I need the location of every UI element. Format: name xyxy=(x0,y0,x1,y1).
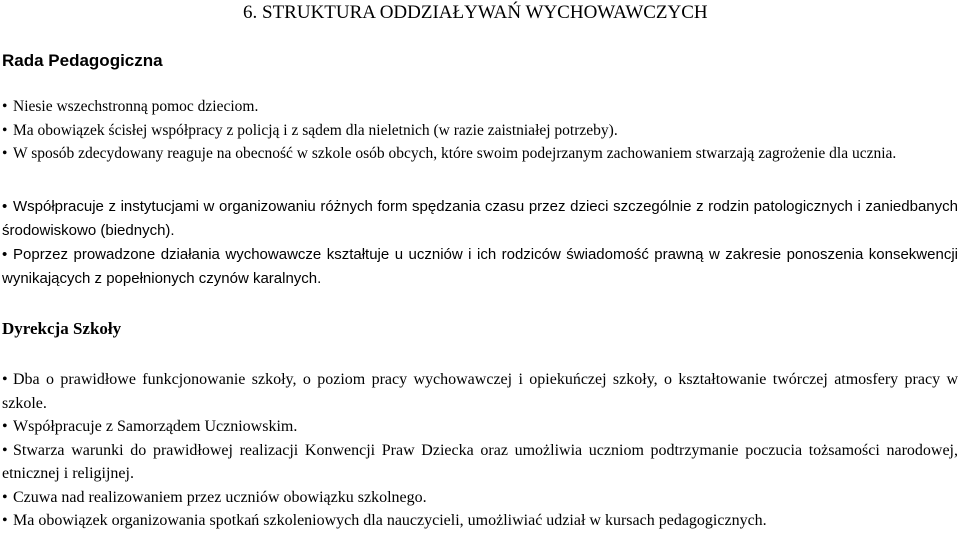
list-item-text: Współpracuje z instytucjami w organizowaniu różnych form spędzania czasu przez dzieci szczególnie z rodzin patologicznych i zaniedbanych środowiskowo (biednych). xyxy=(2,198,958,239)
bullet-icon: • xyxy=(2,418,8,435)
bullet-icon: • xyxy=(2,488,8,506)
page-title: 6. STRUKTURA ODDZIAŁYWAŃ WYCHOWAWCZYCH xyxy=(243,2,708,23)
rada-pedagogiczna-list-continued xyxy=(2,195,958,290)
section-heading-rada-pedagogiczna: Rada Pedagogiczna xyxy=(2,51,163,70)
list-item-text: W sposób zdecydowany reaguje na obecność w szkole osób obcych, które swoim podejrzanym zachowaniem stwarzają zagrożenie dla ucznia. xyxy=(13,145,897,162)
bullet-icon: • xyxy=(2,145,8,162)
bullet-icon: • xyxy=(2,98,8,115)
list-item xyxy=(2,142,958,166)
list-item xyxy=(2,243,958,290)
bullet-icon: • xyxy=(2,121,8,139)
dyrekcja-szkoly-list xyxy=(2,368,958,533)
list-item xyxy=(2,119,958,143)
bullet-icon: • xyxy=(2,512,8,529)
list-item xyxy=(2,368,958,415)
list-item xyxy=(2,486,958,510)
list-item-text: Współpracuje z Samorządem Uczniowskim. xyxy=(13,418,298,435)
bullet-icon: • xyxy=(2,441,8,459)
list-item xyxy=(2,95,958,119)
list-item-text: Czuwa nad realizowaniem przez uczniów obowiązku szkolnego. xyxy=(13,488,427,506)
list-item-text: Stwarza warunki do prawidłowej realizacji Konwencji Praw Dziecka oraz umożliwia uczniom podtrzymanie poczucia tożsamości narodowej, etnicznej i religijnej. xyxy=(2,441,958,482)
list-item-text: Poprzez prowadzone działania wychowawcze kształtuje u uczniów i ich rodziców świadomość prawną w zakresie ponoszenia konsekwencji wynikających z popełnionych czynów karalnych. xyxy=(2,246,958,287)
list-item-text: Niesie wszechstronną pomoc dzieciom. xyxy=(13,98,259,115)
bullet-icon: • xyxy=(2,198,8,215)
bullet-icon: • xyxy=(2,246,8,263)
list-item xyxy=(2,195,958,242)
rada-pedagogiczna-list xyxy=(2,95,958,166)
list-item-text: Ma obowiązek organizowania spotkań szkoleniowych dla nauczycieli, umożliwiać udział w kursach pedagogicznych. xyxy=(13,512,767,529)
section-heading-dyrekcja-szkoly: Dyrekcja Szkoły xyxy=(2,319,122,338)
list-item xyxy=(2,415,958,439)
list-item xyxy=(2,439,958,486)
bullet-icon: • xyxy=(2,371,8,388)
list-item-text: Dba o prawidłowe funkcjonowanie szkoły, o poziom pracy wychowawczej i opiekuńczej szkoły, o kształtowanie twórczej atmosfery pracy w szkole. xyxy=(2,371,958,412)
list-item xyxy=(2,509,958,533)
list-item-text: Ma obowiązek ścisłej współpracy z policją i z sądem dla nieletnich (w razie zaistniałej potrzeby). xyxy=(13,121,618,139)
